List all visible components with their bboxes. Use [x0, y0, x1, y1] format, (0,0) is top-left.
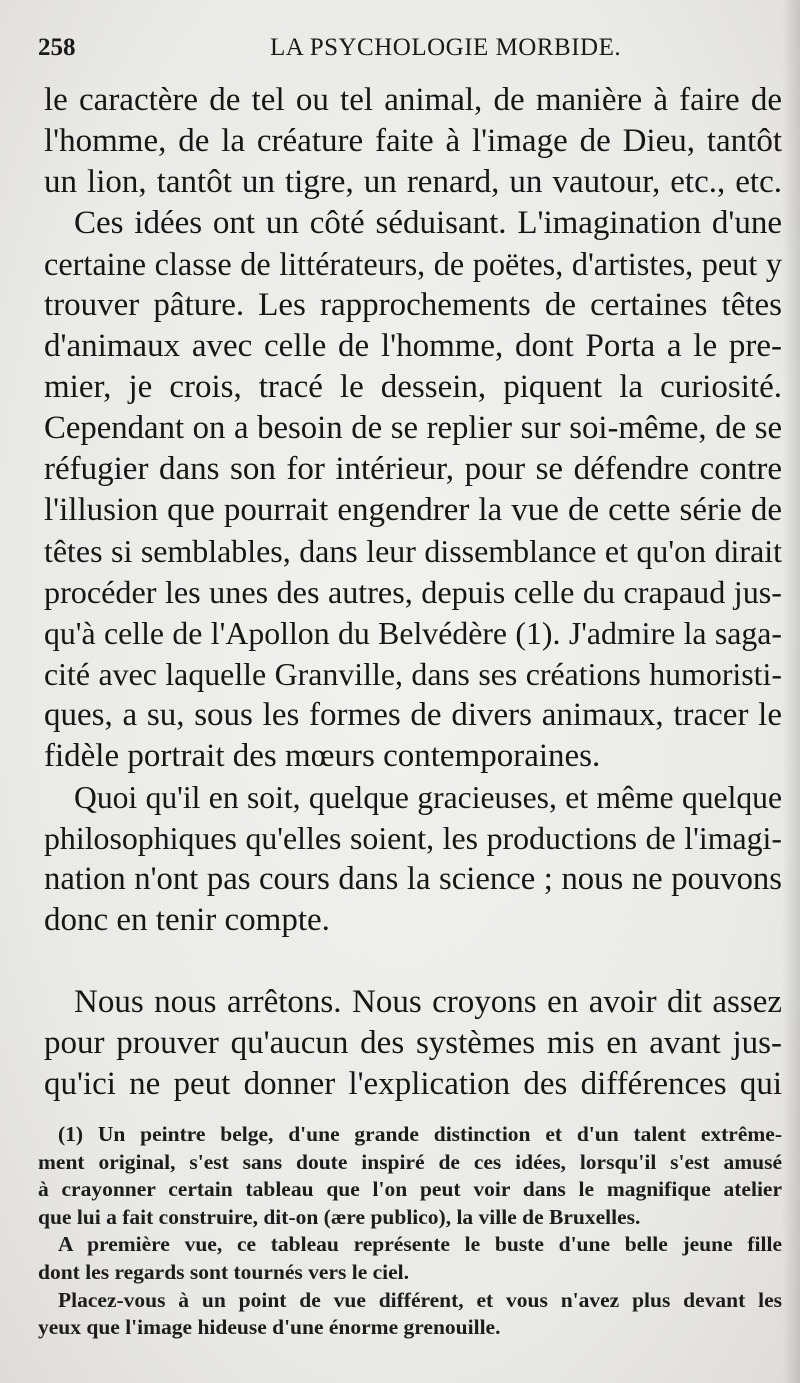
text-line: cité avec laquelle Granville, dans ses créations humoristi- [44, 657, 782, 692]
text-line: l'illusion que pourrait engendrer la vue de cette série de [44, 492, 782, 528]
text-line: têtes si semblables, dans leur dissemblance et qu'on dirait [44, 534, 782, 569]
footnotes [38, 1121, 782, 1342]
footnote-line: dont les regards sont tournés vers le ciel. [38, 1259, 410, 1284]
text-line: qu'à celle de l'Apollon du Belvédère (1). J'admire la saga- [44, 616, 782, 651]
text-line: Ces idées ont un côté séduisant. L'imagination d'une [74, 205, 782, 241]
text-line: nation n'ont pas cours dans la science ; nous ne pouvons [44, 861, 782, 897]
text-line: trouver pâture. Les rapprochements de certaines têtes [44, 287, 782, 323]
text-line: fidèle portrait des mœurs contemporaines. [44, 738, 601, 774]
text-line: d'animaux avec celle de l'homme, dont Porta a le pre- [44, 328, 782, 364]
footnote-line: (1) Un peintre belge, d'une grande distinction et d'un talent extrême- [58, 1122, 782, 1146]
page-number: 258 [38, 34, 76, 61]
footnote-line: que lui a fait construire, dit-on (ære publico), la ville de Bruxelles. [38, 1204, 641, 1229]
section-gap [44, 941, 782, 982]
text-line: donc en tenir compte. [44, 902, 330, 938]
text-line: réfugier dans son for intérieur, pour se défendre contre [44, 451, 782, 487]
page-edge-shadow [782, 0, 800, 1383]
footnote-line: yeux que l'image hideuse d'une énorme grenouille. [38, 1315, 501, 1340]
text-line: philosophiques qu'elles soient, les productions de l'imagi- [44, 821, 782, 856]
text-line: l'homme, de la créature faite à l'image de Dieu, tantôt [44, 123, 782, 159]
footnote-line: A première vue, ce tableau représente le buste d'une belle jeune fille [58, 1232, 782, 1257]
text-line: Nous nous arrêtons. Nous croyons en avoir dit assez [74, 984, 782, 1020]
text-line: ques, a su, sous les formes de divers animaux, tracer le [44, 697, 782, 733]
text-line: le caractère de tel ou tel animal, de manière à faire de [44, 82, 782, 118]
footnote-line: à crayonner certain tableau que l'on peut voir dans le magnifique atelier [38, 1177, 782, 1202]
text-line: Quoi qu'il en soit, quelque gracieuses, et même quelque [74, 780, 782, 815]
footnote-line: Placez-vous à un point de vue différent, et vous n'avez plus devant les [58, 1287, 782, 1312]
text-line: certaine classe de littérateurs, de poëtes, d'artistes, peut y [44, 246, 782, 282]
text-line: pour prouver qu'aucun des systèmes mis en avant jus- [44, 1025, 782, 1061]
text-line: Cependant on a besoin de se replier sur soi-même, de se [44, 410, 782, 446]
running-head: LA PSYCHOLOGIE MORBIDE. [270, 34, 622, 61]
text-line: qu'ici ne peut donner l'explication des différences qui [44, 1066, 782, 1102]
text-line: un lion, tantôt un tigre, un renard, un vautour, etc., etc. [44, 164, 782, 200]
page-header [38, 30, 778, 70]
footnote-line: ment original, s'est sans doute inspiré de ces idées, lorsqu'il s'est amusé [38, 1149, 782, 1174]
text-line: procéder les unes des autres, depuis celle du crapaud jus- [44, 574, 782, 610]
text-line: mier, je crois, tracé le dessein, piquent la curiosité. [44, 369, 782, 405]
main-text [44, 80, 782, 1105]
